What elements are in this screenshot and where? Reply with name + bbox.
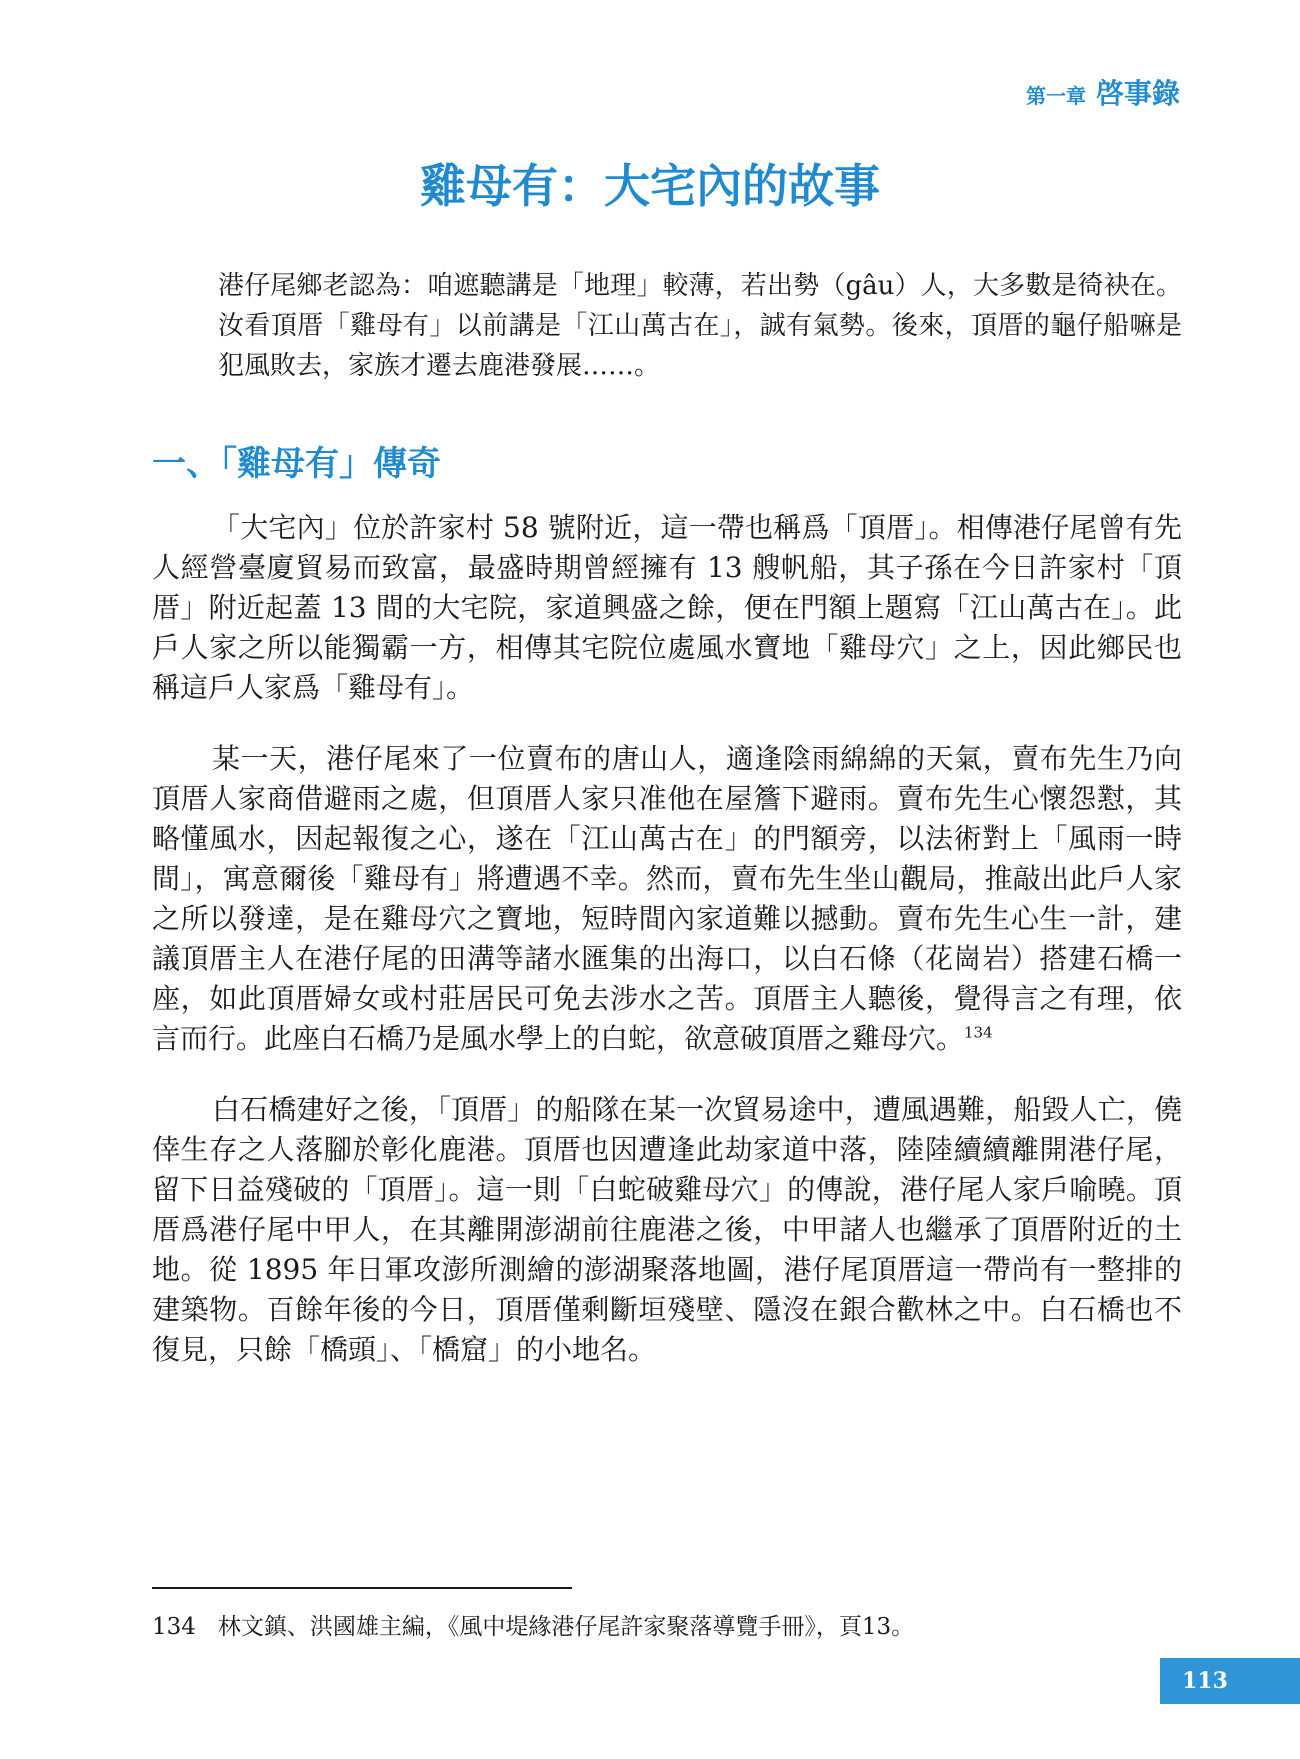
running-header bbox=[1026, 72, 1180, 112]
paragraph-1 bbox=[152, 508, 1182, 708]
intro-paragraph: 港仔尾鄉老認為：咱遮聽講是「地理」較薄，若出勢（gâu）人，大多數是徛袂在。汝看頂厝「雞母有」以前講是「江山萬古在」，誠有氣勢。後來，頂厝的龜仔船嘛是犯風敗去，家族才遷去鹿港發展……。 bbox=[218, 271, 1182, 381]
page-number-badge bbox=[1160, 1658, 1300, 1704]
footnote-ref[interactable]: 134 bbox=[964, 1023, 993, 1042]
footnote bbox=[152, 1612, 1182, 1642]
paragraph-2 bbox=[152, 739, 1182, 1059]
footnote-text: 林文鎮、洪國雄主編，《風中堤緣港仔尾許家聚落導覽手冊》，頁13。 bbox=[217, 1614, 915, 1640]
paragraph-3 bbox=[152, 1090, 1182, 1370]
chapter-label: 第一章 bbox=[1025, 84, 1086, 108]
paragraph-1-text: 「大宅內」位於許家村 58 號附近，這一帶也稱爲「頂厝」。相傳港仔尾曾有先人經營臺廈貿易而致富，最盛時期曾經擁有 13 艘帆船，其子孫在今日許家村「頂厝」附近起蓋 13 間的大宅院，家道興盛之餘，便在門額上題寫「江山萬古在」。此戶人家之所以能獨霸一方，相傳其宅院位處風水寶地「雞母穴」之上，因此鄉民也稱這戶人家爲「雞母有」。 bbox=[152, 511, 1182, 704]
paragraph-2-text: 某一天，港仔尾來了一位賣布的唐山人，適逢陰雨綿綿的天氣，賣布先生乃向頂厝人家商借避雨之處，但頂厝人家只准他在屋簷下避雨。賣布先生心懷怨懟，其略懂風水，因起報復之心，遂在「江山萬古在」的門額旁，以法術對上「風雨一時間」，寓意爾後「雞母有」將遭遇不幸。然而，賣布先生坐山觀局，推敲出此戶人家之所以發達，是在雞母穴之寶地，短時間內家道難以撼動。賣布先生心生一計，建議頂厝主人在港仔尾的田溝等諸水匯集的出海口，以白石條（花崗岩）搭建石橋一座，如此頂厝婦女或村莊居民可免去涉水之苦。頂厝主人聽後，覺得言之有理，依言而行。此座白石橋乃是風水學上的白蛇，欲意破頂厝之雞母穴。 bbox=[152, 742, 1182, 1055]
footnote-number: 134 bbox=[152, 1614, 196, 1640]
footnote-divider bbox=[152, 1587, 572, 1589]
section-heading: 一、「雞母有」傳奇 bbox=[152, 444, 441, 484]
chapter-title: 啓事錄 bbox=[1095, 77, 1180, 110]
body-text bbox=[152, 508, 1182, 1401]
page-number: 113 bbox=[1182, 1668, 1228, 1694]
page-title: 雞母有：大宅內的故事 bbox=[420, 159, 880, 213]
paragraph-3-text: 白石橋建好之後，「頂厝」的船隊在某一次貿易途中，遭風遇難，船毀人亡，僥倖生存之人落腳於彰化鹿港。頂厝也因遭逢此劫家道中落，陸陸續續離開港仔尾，留下日益殘破的「頂厝」。這一則「白蛇破雞母穴」的傳說，港仔尾人家戶喻曉。頂厝爲港仔尾中甲人，在其離開澎湖前往鹿港之後，中甲諸人也繼承了頂厝附近的土地。從 1895 年日軍攻澎所測繪的澎湖聚落地圖，港仔尾頂厝這一帶尚有一整排的建築物。百餘年後的今日，頂厝僅剩斷垣殘壁、隱沒在銀合歡林之中。白石橋也不復見，只餘「橋頭」、「橋窟」的小地名。 bbox=[152, 1093, 1182, 1366]
